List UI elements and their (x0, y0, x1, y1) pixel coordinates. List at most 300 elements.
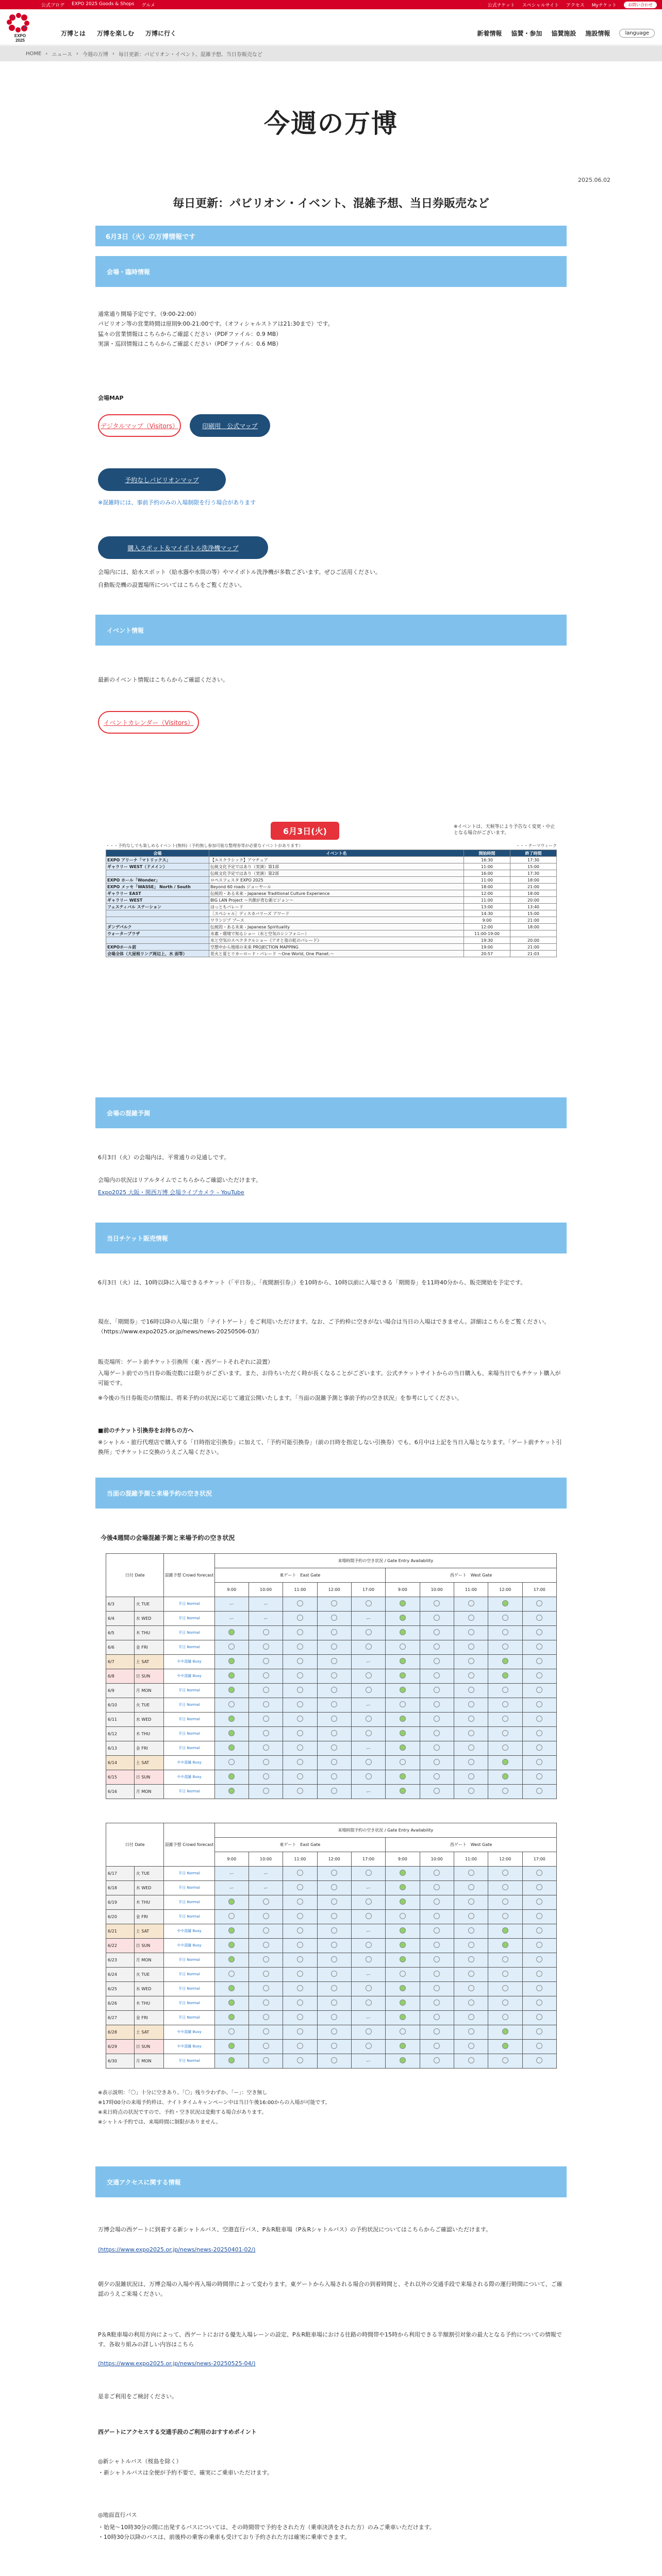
availability-cell[interactable] (522, 1713, 557, 1727)
availability-cell[interactable] (283, 1968, 317, 1982)
availability-cell[interactable] (386, 2025, 420, 2040)
availability-cell[interactable] (283, 1727, 317, 1741)
availability-cell[interactable] (454, 1669, 488, 1684)
availability-cell[interactable] (249, 1612, 283, 1626)
availability-cell[interactable] (522, 1867, 557, 1881)
availability-cell[interactable] (488, 1895, 522, 1910)
availability-cell[interactable] (420, 1924, 454, 1939)
availability-cell[interactable] (249, 1953, 283, 1968)
availability-cell[interactable] (454, 2054, 488, 2069)
availability-cell[interactable] (522, 1770, 557, 1785)
availability-cell[interactable] (249, 1741, 283, 1756)
availability-cell[interactable] (454, 1968, 488, 1982)
availability-cell[interactable] (522, 2011, 557, 2025)
availability-cell[interactable] (214, 1756, 249, 1770)
availability-cell[interactable] (214, 1770, 249, 1785)
availability-cell[interactable] (283, 1924, 317, 1939)
availability-cell[interactable] (283, 2054, 317, 2069)
availability-cell[interactable] (454, 1953, 488, 1968)
availability-cell[interactable] (454, 1785, 488, 1799)
availability-cell[interactable] (351, 1713, 385, 1727)
availability-cell[interactable] (488, 1727, 522, 1741)
availability-cell[interactable] (317, 1785, 351, 1799)
print-map-button[interactable]: 印刷用 公式マップ (190, 414, 270, 437)
availability-cell[interactable] (420, 1655, 454, 1669)
availability-cell[interactable] (351, 1741, 385, 1756)
availability-cell[interactable] (454, 1867, 488, 1881)
availability-cell[interactable] (214, 1953, 249, 1968)
availability-cell[interactable] (214, 1713, 249, 1727)
availability-cell[interactable] (420, 1669, 454, 1684)
availability-cell[interactable] (488, 1785, 522, 1799)
availability-cell[interactable] (351, 1597, 385, 1612)
availability-cell[interactable] (488, 2025, 522, 2040)
availability-cell[interactable] (420, 1727, 454, 1741)
availability-cell[interactable] (249, 2040, 283, 2054)
availability-cell[interactable] (386, 1713, 420, 1727)
availability-cell[interactable] (420, 2040, 454, 2054)
availability-cell[interactable] (317, 1640, 351, 1655)
subnav-news[interactable]: 新着情報 (477, 30, 502, 37)
availability-cell[interactable] (317, 1684, 351, 1698)
availability-cell[interactable] (386, 1756, 420, 1770)
availability-cell[interactable] (283, 1996, 317, 2011)
availability-cell[interactable] (454, 1895, 488, 1910)
availability-cell[interactable] (283, 1881, 317, 1895)
nav-about[interactable]: 万博とは (61, 30, 86, 37)
availability-cell[interactable] (249, 1655, 283, 1669)
availability-cell[interactable] (351, 1770, 385, 1785)
language-select[interactable]: language (619, 29, 655, 38)
availability-cell[interactable] (386, 1982, 420, 1996)
availability-cell[interactable] (317, 1597, 351, 1612)
availability-cell[interactable] (249, 1597, 283, 1612)
availability-cell[interactable] (214, 1655, 249, 1669)
availability-cell[interactable] (420, 1684, 454, 1698)
availability-cell[interactable] (386, 1655, 420, 1669)
utility-link-ticket[interactable]: 公式チケット (487, 3, 515, 8)
availability-cell[interactable] (488, 1684, 522, 1698)
availability-cell[interactable] (488, 1770, 522, 1785)
availability-cell[interactable] (522, 1684, 557, 1698)
availability-cell[interactable] (351, 2040, 385, 2054)
availability-cell[interactable] (522, 2054, 557, 2069)
availability-cell[interactable] (214, 1612, 249, 1626)
availability-cell[interactable] (249, 1939, 283, 1953)
availability-cell[interactable] (351, 1968, 385, 1982)
availability-cell[interactable] (420, 1953, 454, 1968)
availability-cell[interactable] (317, 1698, 351, 1713)
availability-cell[interactable] (351, 1881, 385, 1895)
availability-cell[interactable] (249, 1924, 283, 1939)
availability-cell[interactable] (351, 1612, 385, 1626)
availability-cell[interactable] (454, 1770, 488, 1785)
availability-cell[interactable] (488, 1996, 522, 2011)
availability-cell[interactable] (420, 2054, 454, 2069)
availability-cell[interactable] (283, 1669, 317, 1684)
availability-cell[interactable] (351, 1684, 385, 1698)
availability-cell[interactable] (214, 2025, 249, 2040)
availability-cell[interactable] (488, 2040, 522, 2054)
availability-cell[interactable] (249, 1626, 283, 1640)
availability-cell[interactable] (488, 1612, 522, 1626)
availability-cell[interactable] (249, 1910, 283, 1924)
availability-cell[interactable] (386, 2040, 420, 2054)
availability-cell[interactable] (522, 1698, 557, 1713)
availability-cell[interactable] (317, 1669, 351, 1684)
availability-cell[interactable] (420, 1867, 454, 1881)
availability-cell[interactable] (386, 1953, 420, 1968)
availability-cell[interactable] (283, 1785, 317, 1799)
availability-cell[interactable] (317, 2054, 351, 2069)
availability-cell[interactable] (214, 1867, 249, 1881)
availability-cell[interactable] (454, 1741, 488, 1756)
availability-cell[interactable] (386, 1939, 420, 1953)
availability-cell[interactable] (522, 1895, 557, 1910)
contact-button[interactable]: お問い合わせ (624, 2, 657, 8)
breadcrumb-news[interactable]: ニュース (52, 52, 72, 58)
availability-cell[interactable] (351, 1910, 385, 1924)
availability-cell[interactable] (283, 1756, 317, 1770)
availability-cell[interactable] (317, 1895, 351, 1910)
availability-cell[interactable] (351, 2025, 385, 2040)
availability-cell[interactable] (420, 1770, 454, 1785)
availability-cell[interactable] (351, 1982, 385, 1996)
availability-cell[interactable] (283, 1895, 317, 1910)
availability-cell[interactable] (488, 1756, 522, 1770)
nav-enjoy[interactable]: 万博を楽しむ (97, 30, 135, 37)
utility-link-myticket[interactable]: Myチケット (591, 3, 617, 8)
availability-cell[interactable] (214, 1741, 249, 1756)
availability-cell[interactable] (488, 2011, 522, 2025)
availability-cell[interactable] (454, 1982, 488, 1996)
availability-cell[interactable] (386, 1698, 420, 1713)
availability-cell[interactable] (454, 1939, 488, 1953)
availability-cell[interactable] (214, 1727, 249, 1741)
availability-cell[interactable] (214, 1626, 249, 1640)
availability-cell[interactable] (454, 1996, 488, 2011)
availability-cell[interactable] (386, 1910, 420, 1924)
availability-cell[interactable] (317, 1756, 351, 1770)
availability-cell[interactable] (420, 1597, 454, 1612)
availability-cell[interactable] (488, 1881, 522, 1895)
event-calendar-button[interactable]: イベントカレンダー（Visitors） (98, 711, 199, 734)
availability-cell[interactable] (249, 1684, 283, 1698)
availability-cell[interactable] (249, 1895, 283, 1910)
utility-link-access[interactable]: アクセス (566, 3, 585, 8)
availability-cell[interactable] (351, 1939, 385, 1953)
availability-cell[interactable] (351, 1924, 385, 1939)
availability-cell[interactable] (522, 1612, 557, 1626)
availability-cell[interactable] (454, 1684, 488, 1698)
utility-link-blog[interactable]: 公式ブログ (41, 3, 65, 8)
availability-cell[interactable] (386, 1996, 420, 2011)
availability-cell[interactable] (283, 1684, 317, 1698)
availability-cell[interactable] (283, 1741, 317, 1756)
availability-cell[interactable] (351, 1626, 385, 1640)
availability-cell[interactable] (283, 2040, 317, 2054)
availability-cell[interactable] (420, 1785, 454, 1799)
availability-cell[interactable] (420, 1968, 454, 1982)
availability-cell[interactable] (488, 2054, 522, 2069)
availability-cell[interactable] (522, 1953, 557, 1968)
availability-cell[interactable] (317, 2011, 351, 2025)
subnav-facility[interactable]: 協賛施設 (551, 30, 576, 37)
availability-cell[interactable] (214, 1640, 249, 1655)
utility-link-gourmet[interactable]: グルメ (141, 3, 155, 8)
availability-cell[interactable] (283, 1713, 317, 1727)
availability-cell[interactable] (317, 1953, 351, 1968)
availability-cell[interactable] (386, 1881, 420, 1895)
availability-cell[interactable] (386, 1895, 420, 1910)
availability-cell[interactable] (351, 1867, 385, 1881)
digital-map-button[interactable]: デジタルマップ（Visitors） (98, 414, 181, 437)
availability-cell[interactable] (214, 1939, 249, 1953)
availability-cell[interactable] (488, 1741, 522, 1756)
availability-cell[interactable] (317, 1867, 351, 1881)
availability-cell[interactable] (488, 1867, 522, 1881)
availability-cell[interactable] (214, 1982, 249, 1996)
availability-cell[interactable] (522, 1910, 557, 1924)
availability-cell[interactable] (420, 1741, 454, 1756)
availability-cell[interactable] (283, 1612, 317, 1626)
availability-cell[interactable] (317, 1881, 351, 1895)
availability-cell[interactable] (214, 2011, 249, 2025)
availability-cell[interactable] (420, 1713, 454, 1727)
availability-cell[interactable] (522, 1982, 557, 1996)
vending-note[interactable]: 自動販売機の設置場所についてはこちらをご覧ください。 (98, 582, 245, 588)
availability-cell[interactable] (249, 1727, 283, 1741)
availability-cell[interactable] (249, 1770, 283, 1785)
availability-cell[interactable] (283, 1640, 317, 1655)
availability-cell[interactable] (249, 1756, 283, 1770)
availability-cell[interactable] (283, 1982, 317, 1996)
availability-cell[interactable] (283, 2011, 317, 2025)
subnav-info[interactable]: 施設情報 (585, 30, 610, 37)
availability-cell[interactable] (420, 1939, 454, 1953)
availability-cell[interactable] (283, 2025, 317, 2040)
availability-cell[interactable] (283, 1626, 317, 1640)
transport-p3-link[interactable]: (https://www.expo2025.or.jp/news/news-20250525-04/) (98, 2360, 256, 2367)
availability-cell[interactable] (249, 1698, 283, 1713)
availability-cell[interactable] (488, 1698, 522, 1713)
availability-cell[interactable] (420, 1996, 454, 2011)
availability-cell[interactable] (522, 1924, 557, 1939)
availability-cell[interactable] (283, 1698, 317, 1713)
availability-cell[interactable] (386, 1770, 420, 1785)
availability-cell[interactable] (386, 2011, 420, 2025)
availability-cell[interactable] (386, 1924, 420, 1939)
availability-cell[interactable] (454, 1640, 488, 1655)
availability-cell[interactable] (351, 1756, 385, 1770)
availability-cell[interactable] (317, 1968, 351, 1982)
availability-cell[interactable] (454, 1612, 488, 1626)
availability-cell[interactable] (386, 1727, 420, 1741)
availability-cell[interactable] (522, 1996, 557, 2011)
availability-cell[interactable] (214, 1924, 249, 1939)
availability-cell[interactable] (522, 1655, 557, 1669)
availability-cell[interactable] (386, 1626, 420, 1640)
availability-cell[interactable] (488, 1626, 522, 1640)
availability-cell[interactable] (317, 1939, 351, 1953)
availability-cell[interactable] (386, 1684, 420, 1698)
availability-cell[interactable] (214, 1597, 249, 1612)
availability-cell[interactable] (386, 2054, 420, 2069)
availability-cell[interactable] (351, 2054, 385, 2069)
availability-cell[interactable] (522, 1881, 557, 1895)
breadcrumb-home[interactable]: HOME (26, 50, 42, 57)
availability-cell[interactable] (283, 1770, 317, 1785)
availability-cell[interactable] (454, 1727, 488, 1741)
availability-cell[interactable] (522, 1968, 557, 1982)
availability-cell[interactable] (522, 1626, 557, 1640)
availability-cell[interactable] (386, 1597, 420, 1612)
availability-cell[interactable] (351, 1727, 385, 1741)
availability-cell[interactable] (249, 2054, 283, 2069)
availability-cell[interactable] (214, 1684, 249, 1698)
nav-visit[interactable]: 万博に行く (145, 30, 177, 37)
availability-cell[interactable] (249, 1867, 283, 1881)
availability-cell[interactable] (522, 1597, 557, 1612)
availability-cell[interactable] (488, 1713, 522, 1727)
availability-cell[interactable] (454, 2025, 488, 2040)
availability-cell[interactable] (454, 1924, 488, 1939)
availability-cell[interactable] (249, 1640, 283, 1655)
availability-cell[interactable] (454, 1626, 488, 1640)
availability-cell[interactable] (454, 1881, 488, 1895)
availability-cell[interactable] (420, 1626, 454, 1640)
availability-cell[interactable] (351, 1640, 385, 1655)
availability-cell[interactable] (283, 1597, 317, 1612)
availability-cell[interactable] (522, 1640, 557, 1655)
availability-cell[interactable] (386, 1867, 420, 1881)
availability-cell[interactable] (249, 1785, 283, 1799)
availability-cell[interactable] (351, 1953, 385, 1968)
availability-cell[interactable] (420, 1612, 454, 1626)
availability-cell[interactable] (420, 1698, 454, 1713)
availability-cell[interactable] (351, 1895, 385, 1910)
availability-cell[interactable] (420, 2025, 454, 2040)
availability-cell[interactable] (522, 2025, 557, 2040)
availability-cell[interactable] (522, 1785, 557, 1799)
utility-link-special[interactable]: スペシャルサイト (522, 3, 559, 8)
availability-cell[interactable] (249, 1881, 283, 1895)
availability-cell[interactable] (420, 1640, 454, 1655)
availability-cell[interactable] (454, 1597, 488, 1612)
availability-cell[interactable] (351, 1698, 385, 1713)
breadcrumb-week[interactable]: 今週の万博 (82, 52, 108, 58)
subnav-sponsor[interactable]: 協賛・参加 (511, 30, 542, 37)
availability-cell[interactable] (488, 1939, 522, 1953)
availability-cell[interactable] (522, 1669, 557, 1684)
availability-cell[interactable] (317, 1727, 351, 1741)
availability-cell[interactable] (488, 1982, 522, 1996)
availability-cell[interactable] (386, 1669, 420, 1684)
transport-p1-link[interactable]: (https://www.expo2025.or.jp/news/news-20250401-02/) (98, 2246, 256, 2253)
water-spot-map-button[interactable]: 購入スポット＆マイボトル洗浄機マップ (98, 536, 268, 559)
availability-cell[interactable] (420, 1982, 454, 1996)
availability-cell[interactable] (214, 1785, 249, 1799)
availability-cell[interactable] (454, 1910, 488, 1924)
availability-cell[interactable] (420, 1895, 454, 1910)
availability-cell[interactable] (454, 2011, 488, 2025)
availability-cell[interactable] (386, 1612, 420, 1626)
availability-cell[interactable] (214, 1669, 249, 1684)
utility-link-goods[interactable]: EXPO 2025 Goods & Shops (72, 1, 135, 7)
availability-cell[interactable] (351, 1996, 385, 2011)
availability-cell[interactable] (386, 1968, 420, 1982)
availability-cell[interactable] (249, 1713, 283, 1727)
availability-cell[interactable] (317, 1741, 351, 1756)
availability-cell[interactable] (351, 1669, 385, 1684)
availability-cell[interactable] (214, 1895, 249, 1910)
availability-cell[interactable] (488, 1597, 522, 1612)
availability-cell[interactable] (317, 1713, 351, 1727)
no-reservation-map-button[interactable]: 予約なしパビリオンマップ (98, 468, 226, 491)
availability-cell[interactable] (317, 1910, 351, 1924)
availability-cell[interactable] (351, 2011, 385, 2025)
availability-cell[interactable] (351, 1655, 385, 1669)
availability-cell[interactable] (317, 2025, 351, 2040)
availability-cell[interactable] (249, 1996, 283, 2011)
availability-cell[interactable] (249, 1982, 283, 1996)
availability-cell[interactable] (522, 1756, 557, 1770)
availability-cell[interactable] (283, 1867, 317, 1881)
availability-cell[interactable] (214, 1698, 249, 1713)
availability-cell[interactable] (283, 1910, 317, 1924)
availability-cell[interactable] (420, 1910, 454, 1924)
availability-cell[interactable] (249, 1968, 283, 1982)
availability-cell[interactable] (214, 1881, 249, 1895)
availability-cell[interactable] (522, 1939, 557, 1953)
availability-cell[interactable] (522, 1741, 557, 1756)
availability-cell[interactable] (317, 1924, 351, 1939)
availability-cell[interactable] (454, 1698, 488, 1713)
availability-cell[interactable] (488, 1953, 522, 1968)
availability-cell[interactable] (386, 1785, 420, 1799)
availability-cell[interactable] (283, 1939, 317, 1953)
availability-cell[interactable] (522, 1727, 557, 1741)
availability-cell[interactable] (317, 2040, 351, 2054)
availability-cell[interactable] (454, 1756, 488, 1770)
availability-cell[interactable] (386, 1741, 420, 1756)
availability-cell[interactable] (454, 2040, 488, 2054)
availability-cell[interactable] (283, 1953, 317, 1968)
availability-cell[interactable] (488, 1910, 522, 1924)
live-camera-link[interactable]: Expo2025 大阪・関西万博 会場ライブカメラ – YouTube (98, 1189, 244, 1196)
availability-cell[interactable] (488, 1924, 522, 1939)
availability-cell[interactable] (317, 1612, 351, 1626)
availability-cell[interactable] (420, 1881, 454, 1895)
availability-cell[interactable] (317, 1982, 351, 1996)
availability-cell[interactable] (454, 1655, 488, 1669)
availability-cell[interactable] (454, 1713, 488, 1727)
availability-cell[interactable] (420, 1756, 454, 1770)
availability-cell[interactable] (214, 1968, 249, 1982)
availability-cell[interactable] (214, 2054, 249, 2069)
availability-cell[interactable] (214, 1996, 249, 2011)
availability-cell[interactable] (488, 1669, 522, 1684)
availability-cell[interactable] (351, 1785, 385, 1799)
availability-cell[interactable] (317, 1770, 351, 1785)
availability-cell[interactable] (522, 2040, 557, 2054)
availability-cell[interactable] (488, 1655, 522, 1669)
availability-cell[interactable] (214, 1910, 249, 1924)
availability-cell[interactable] (249, 2011, 283, 2025)
availability-cell[interactable] (386, 1640, 420, 1655)
expo-logo-icon[interactable] (5, 11, 35, 43)
availability-cell[interactable] (214, 2040, 249, 2054)
